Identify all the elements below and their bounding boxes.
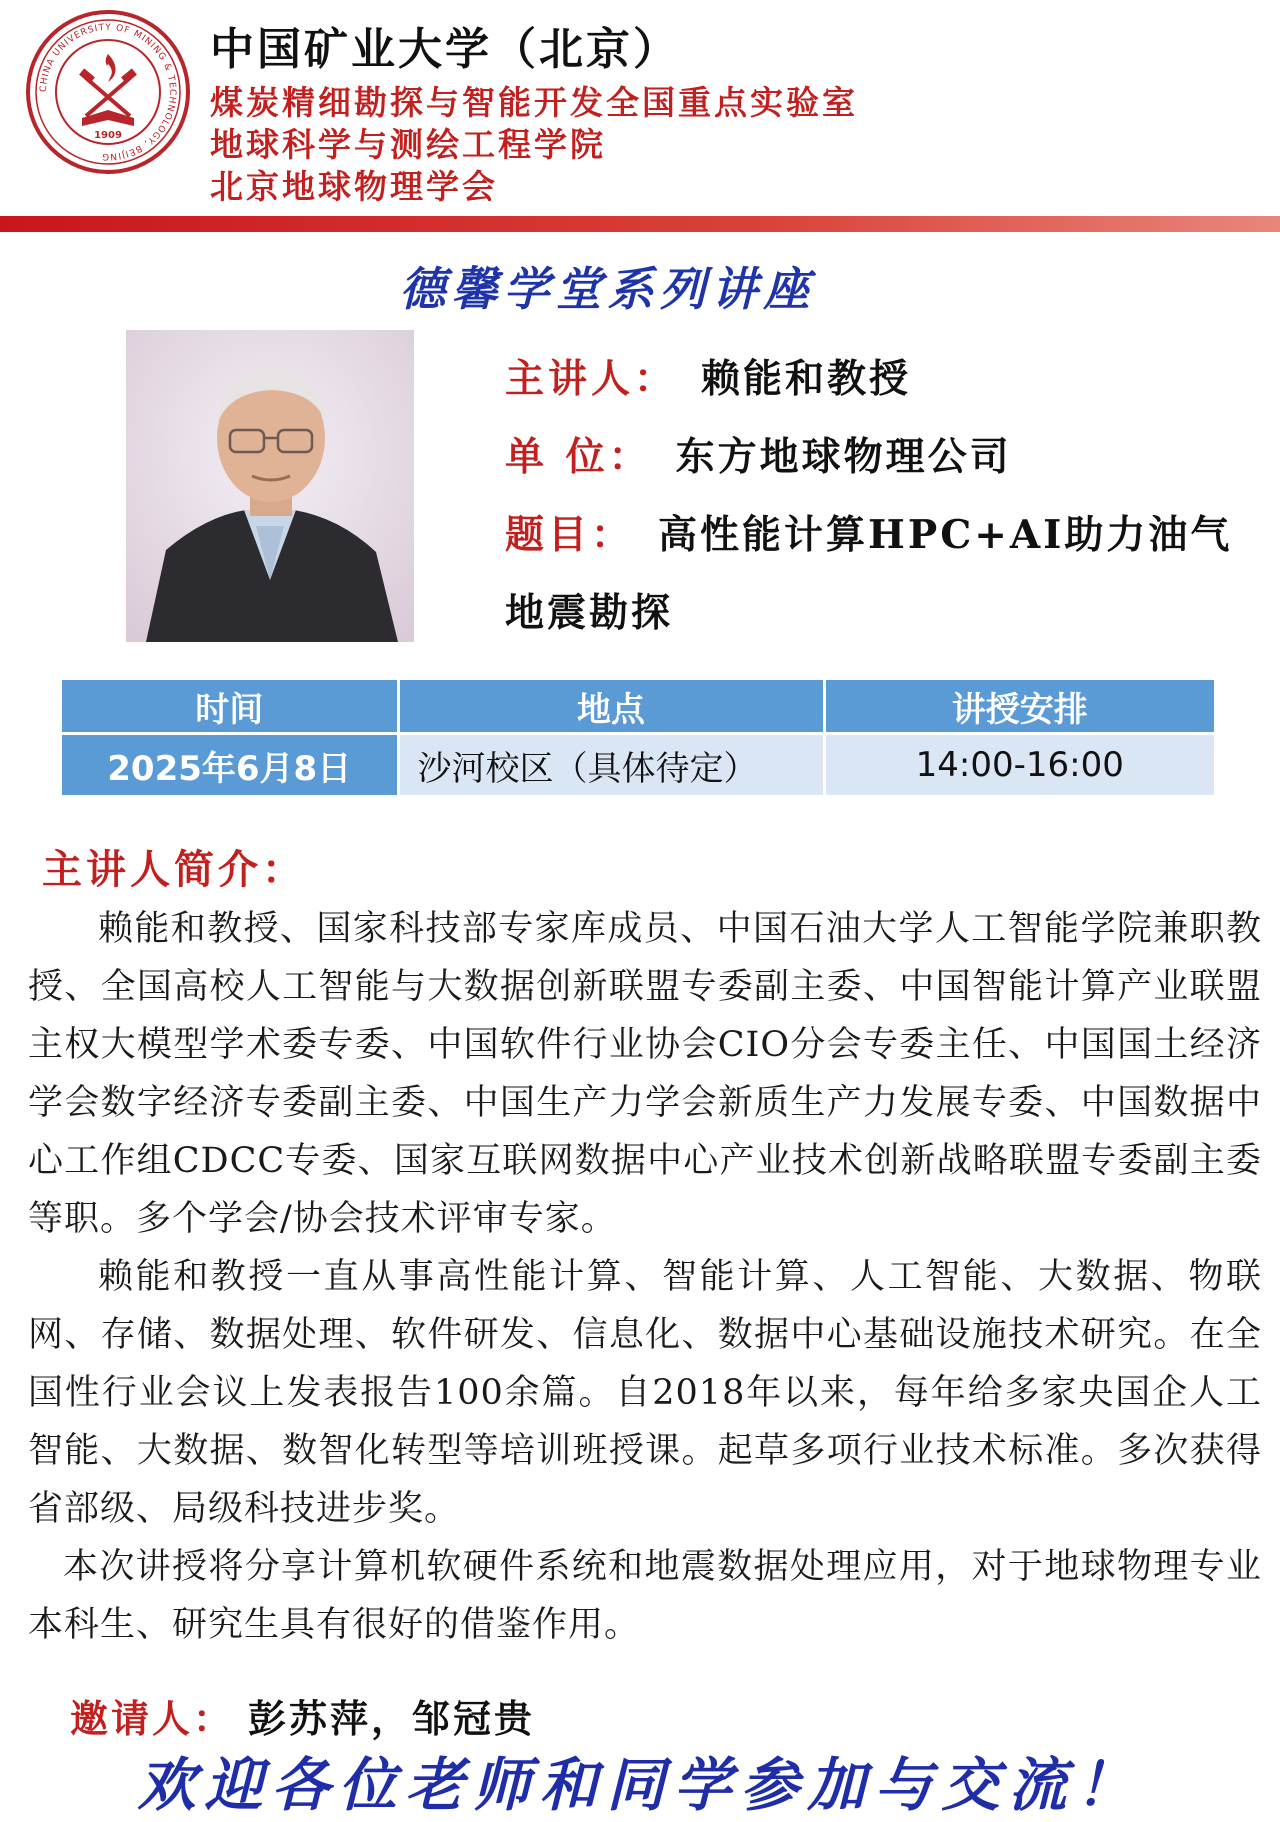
unit-row bbox=[505, 418, 1245, 496]
speaker-row bbox=[505, 340, 1245, 418]
speaker-portrait-icon bbox=[126, 330, 414, 642]
topic-line-1: 高性能计算HPC+AI助力油气 bbox=[658, 512, 1233, 558]
bio-paragraph-3: 本次讲授将分享计算机软硬件系统和地震数据处理应用，对于地球物理专业本科生、研究生具有很好的借鉴作用。 bbox=[28, 1547, 1262, 1645]
speaker-unit: 东方地球物理公司 bbox=[675, 434, 1012, 480]
header-line-society: 北京地球物理学会 bbox=[210, 167, 498, 206]
cell-time: 14:00-16:00 bbox=[824, 734, 1214, 796]
schedule-table bbox=[62, 680, 1214, 795]
bio-paragraph-1: 赖能和教授、国家科技部专家库成员、中国石油大学人工智能学院兼职教授、全国高校人工智能与大数据创新联盟专委副主委、中国智能计算产业联盟主权大模型学术委专委、中国软件行业协会CIO分会专委主任、中国国土经济学会数字经济专委副主委、中国生产力学会新质生产力发展专委、中国数据中心工作组CDCC专委、国家互联网数据中心产业技术创新战略联盟专委副主委等职。多个学会/协会技术评审专家。 bbox=[28, 909, 1262, 1239]
schedule-row bbox=[62, 734, 1214, 796]
speaker-label: 主讲人： bbox=[505, 356, 678, 402]
header-line-school: 地球科学与测绘工程学院 bbox=[210, 125, 606, 164]
university-logo bbox=[24, 8, 192, 176]
bio-text bbox=[28, 900, 1262, 1654]
unit-label: 单 位： bbox=[505, 434, 652, 480]
bio-paragraph-2: 赖能和教授一直从事高性能计算、智能计算、人工智能、大数据、物联网、存储、数据处理、软件研发、信息化、数据中心基础设施技术研究。在全国性行业会议上发表报告100余篇。自2018年以来，每年给多家央国企人工智能、大数据、数智化转型等培训班授课。起草多项行业技术标准。多次获得省部级、局级科技进步奖。 bbox=[28, 1257, 1262, 1529]
seal-ring-text: CHINA UNIVERSITY OF MINING & TECHNOLOGY, BEIJING bbox=[38, 22, 178, 162]
header-divider bbox=[0, 216, 1280, 232]
series-title: 德馨学堂系列讲座 bbox=[399, 262, 816, 316]
header-line-lab: 煤炭精细勘探与智能开发全国重点实验室 bbox=[210, 83, 858, 122]
header-arrangement: 讲授安排 bbox=[824, 680, 1214, 734]
speaker-photo bbox=[126, 330, 414, 642]
cell-location: 沙河校区（具体待定） bbox=[398, 734, 824, 796]
inviter-names: 彭苏萍，邹冠贵 bbox=[248, 1696, 536, 1741]
topic-row bbox=[505, 496, 1245, 574]
welcome-banner: 欢迎各位老师和同学参加与交流！ bbox=[137, 1751, 1143, 1819]
header-text-block bbox=[210, 18, 858, 208]
university-name: 中国矿业大学（北京） bbox=[210, 24, 680, 75]
university-seal-icon bbox=[24, 8, 192, 176]
inviter-line bbox=[70, 1688, 535, 1743]
inviter-label: 邀请人： bbox=[70, 1696, 235, 1741]
seal-year: 1909 bbox=[94, 130, 122, 141]
header-location: 地点 bbox=[398, 680, 824, 734]
bio-heading: 主讲人简介： bbox=[42, 846, 306, 893]
speaker-info bbox=[505, 340, 1245, 652]
schedule-header-row bbox=[62, 680, 1214, 734]
topic-line-2: 地震勘探 bbox=[505, 590, 674, 636]
speaker-name: 赖能和教授 bbox=[701, 356, 912, 402]
cell-date: 2025年6月8日 bbox=[62, 734, 398, 796]
topic-label: 题目： bbox=[505, 512, 635, 558]
header-time: 时间 bbox=[62, 680, 398, 734]
